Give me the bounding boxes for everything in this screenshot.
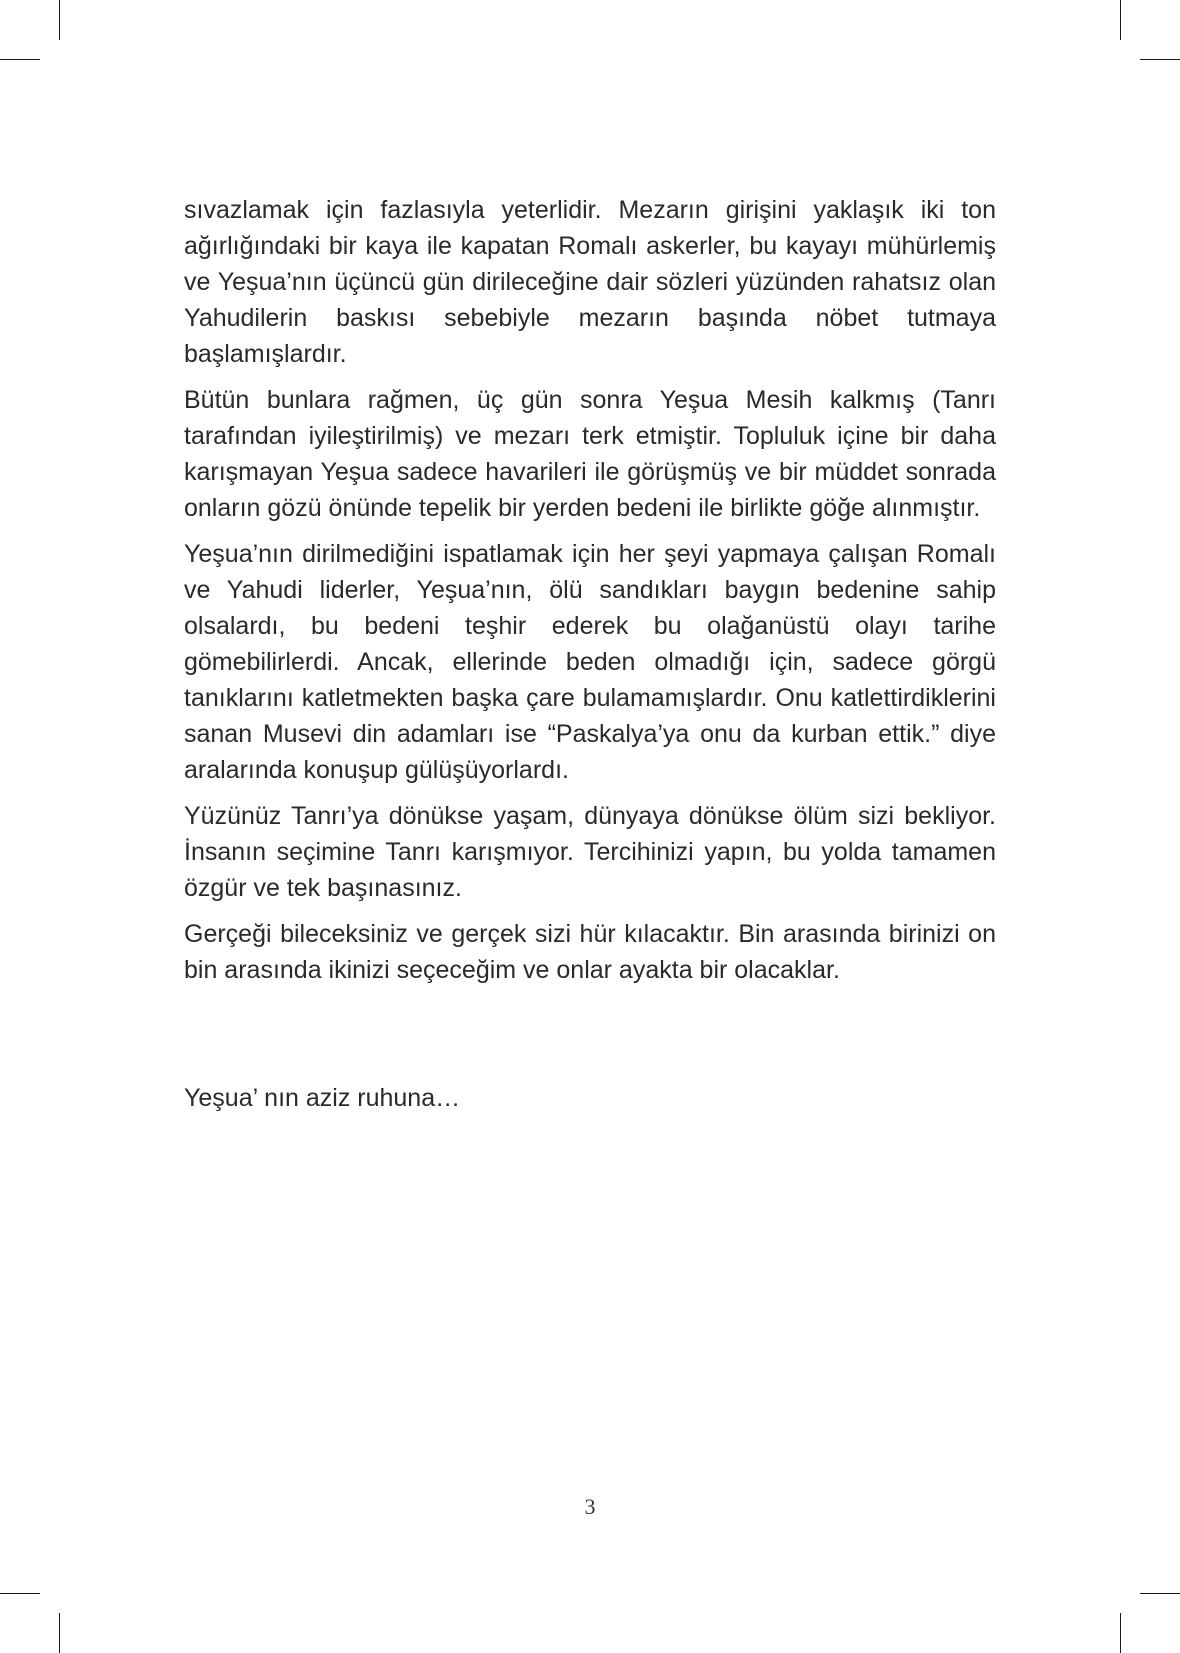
body-text <box>184 192 996 998</box>
crop-mark-bottom-right-vertical <box>1120 1613 1121 1653</box>
crop-mark-bottom-right-horizontal <box>1140 1593 1180 1594</box>
paragraph: Bütün bunlara rağmen, üç gün sonra Yeşua Mesih kalkmış (Tanrı tarafından iyileştirilmiş) ve mezarı terk etmiştir. Topluluk içine bir daha karışmayan Yeşua sadece havarileri ile görüşmüş ve bir müddet sonrada onların gözü önünde tepelik bir yerden bedeni ile birlikte göğe alınmıştır. <box>184 386 996 522</box>
crop-mark-top-left-vertical <box>59 0 60 40</box>
crop-mark-top-right-horizontal <box>1140 59 1180 60</box>
paragraph: Yüzünüz Tanrı’ya dönükse yaşam, dünyaya dönükse ölüm sizi bekliyor. İnsanın seçimine Tanrı karışmıyor. Tercihinizi yapın, bu yolda tamamen özgür ve tek başınasınız. <box>184 802 996 902</box>
crop-mark-top-left-horizontal <box>0 59 40 60</box>
crop-mark-top-right-vertical <box>1120 0 1121 40</box>
paragraph: sıvazlamak için fazlasıyla yeterlidir. Mezarın girişini yaklaşık iki ton ağırlığındaki bir kaya ile kapatan Romalı askerler, bu kayayı mühürlemiş ve Yeşua’nın üçüncü gün dirileceğine dair sözleri yüzünden rahatsız olan Yahudilerin baskısı sebebiyle mezarın başında nöbet tutmaya başlamışlardır. <box>184 196 996 368</box>
page-number: 3 <box>584 1494 596 1519</box>
dedication: Yeşua’ nın aziz ruhuna… <box>184 1084 461 1112</box>
paragraph: Yeşua’nın dirilmediğini ispatlamak için her şeyi yapmaya çalışan Romalı ve Yahudi liderler, Yeşua’nın, ölü sandıkları baygın bedenine sahip olsalardı, bu bedeni teşhir ederek bu olağanüstü olayı tarihe gömebilirlerdi. Ancak, ellerinde beden olmadığı için, sadece görgü tanıklarını katletmekten başka çare bulamamışlardır. Onu katlettirdiklerini sanan Musevi din adamları ise “Paskalya’ya onu da kurban ettik.” diye aralarında konuşup gülüşüyorlardı. <box>184 540 996 784</box>
paragraph: Gerçeği bileceksiniz ve gerçek sizi hür kılacaktır. Bin arasında birinizi on bin arasında ikinizi seçeceğim ve onlar ayakta bir olacaklar. <box>184 920 996 984</box>
crop-mark-bottom-left-vertical <box>59 1613 60 1653</box>
crop-mark-bottom-left-horizontal <box>0 1593 40 1594</box>
